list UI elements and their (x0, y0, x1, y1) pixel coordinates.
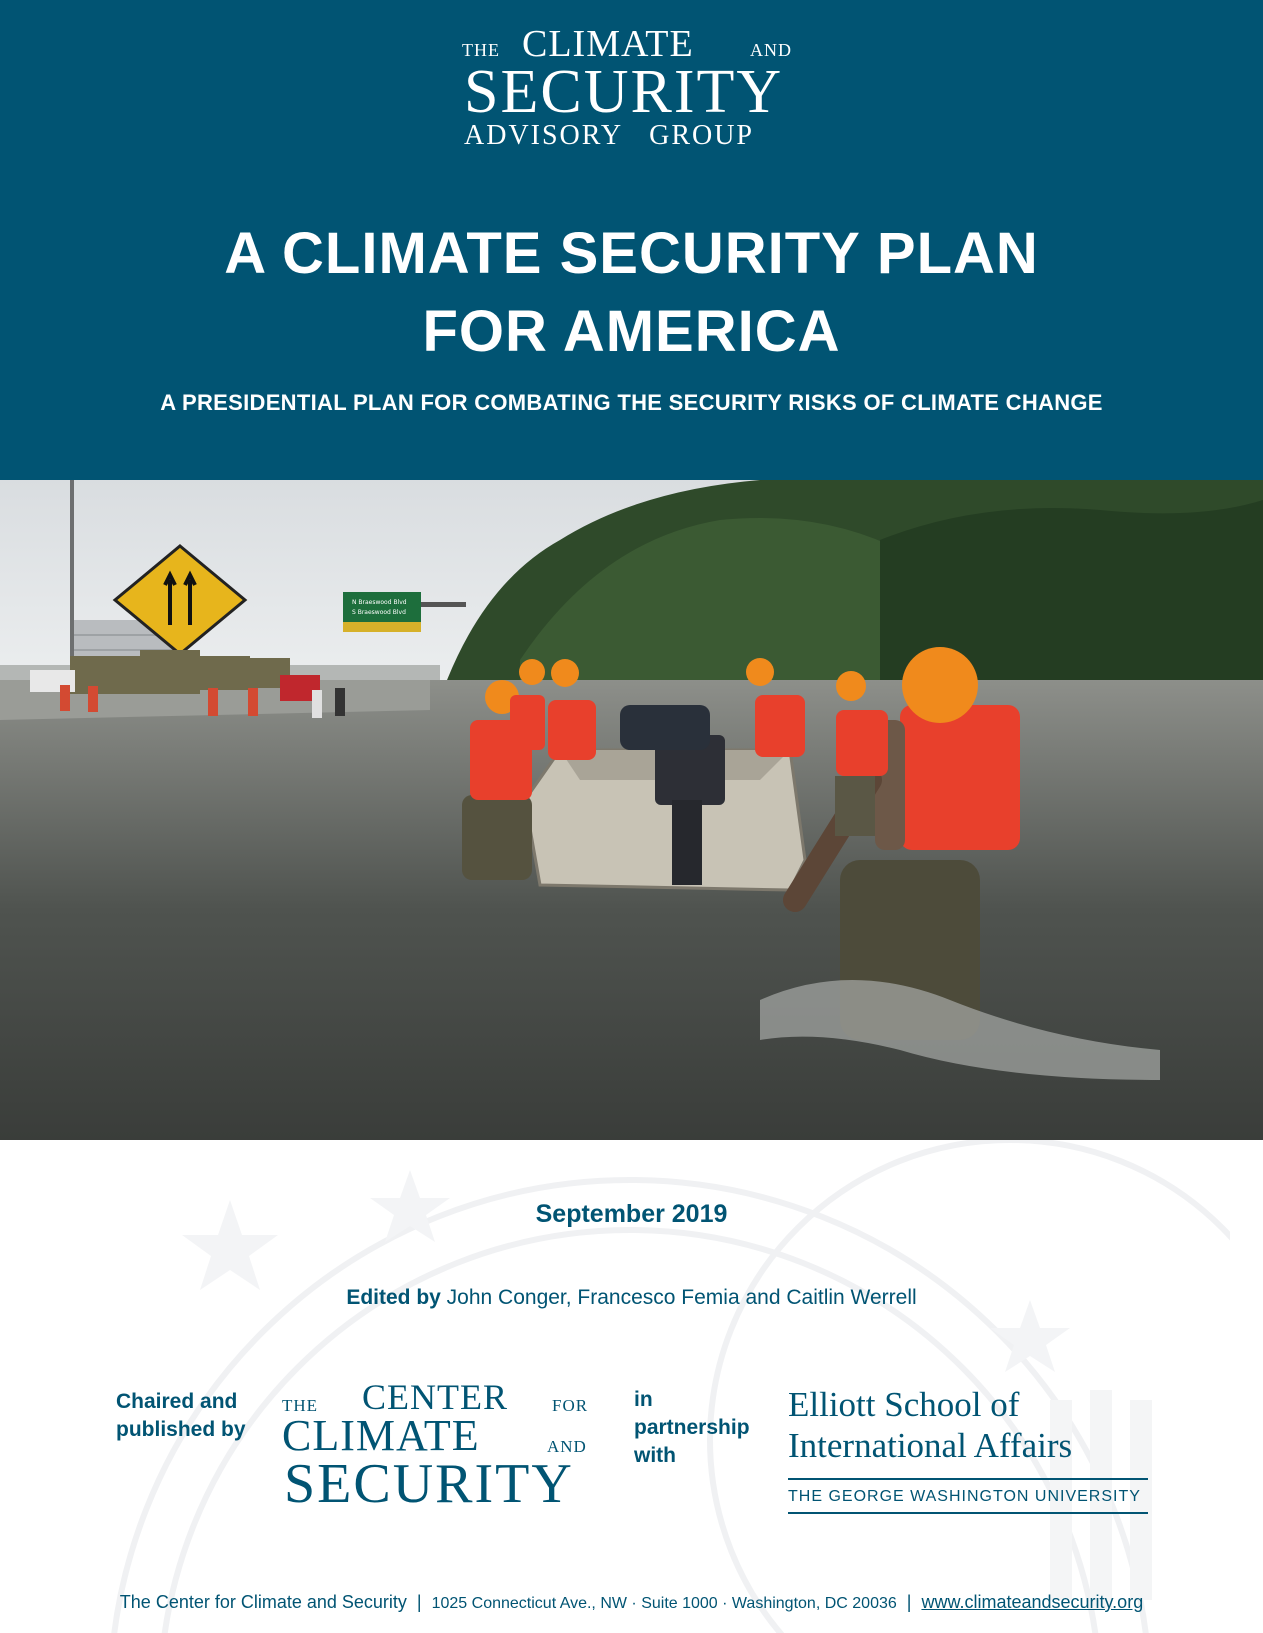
elliott-divider (788, 1478, 1148, 1480)
ccs-the: THE (282, 1396, 319, 1415)
logo-advisory-group: ADVISORY GROUP (464, 120, 755, 151)
partner-line-1: in (634, 1388, 653, 1411)
chaired-line-2: published by (116, 1418, 246, 1441)
footer-separator: | (906, 1592, 912, 1612)
logo-climate: CLIMATE (522, 23, 694, 65)
elliott-line-2: International Affairs (788, 1426, 1073, 1465)
sign-text-1: N Braeswood Blvd (352, 599, 407, 606)
partnership-label (634, 1386, 774, 1470)
ccs-center: CENTER (362, 1377, 508, 1417)
edited-by-label: Edited by (346, 1286, 441, 1309)
document-title (0, 215, 1263, 371)
footer-address: 1025 Connecticut Ave., NW · Suite 1000 · Washington, DC 20036 (431, 1595, 897, 1612)
cover-photo (0, 480, 1263, 1140)
elliott-school-logo (788, 1384, 1148, 1514)
editors-line (0, 1286, 1263, 1310)
elliott-line-1: Elliott School of (788, 1385, 1020, 1424)
gwu-divider (788, 1512, 1148, 1514)
partner-line-2: partnership (634, 1416, 750, 1439)
footer (0, 1592, 1263, 1613)
logo-the: THE (462, 40, 500, 60)
ccs-logo (282, 1377, 602, 1515)
sign-text-2: S Braeswood Blvd (352, 609, 406, 616)
chaired-label (116, 1388, 276, 1444)
editors-names: John Conger, Francesco Femia and Caitlin Werrell (446, 1286, 917, 1309)
logo-and: AND (750, 40, 792, 60)
footer-org: The Center for Climate and Security (119, 1592, 407, 1612)
ccs-and: AND (547, 1437, 587, 1456)
publication-date: September 2019 (535, 1200, 728, 1228)
logo-security: SECURITY (464, 58, 784, 126)
footer-separator: | (416, 1592, 422, 1612)
header-banner (0, 0, 1263, 480)
highway-sign (343, 592, 421, 622)
title-line-2: FOR AMERICA (422, 299, 841, 364)
document-subtitle: A PRESIDENTIAL PLAN FOR COMBATING THE SECURITY RISKS OF CLIMATE CHANGE (160, 390, 1103, 415)
title-line-1: A CLIMATE SECURITY PLAN (224, 221, 1039, 286)
ccs-climate: CLIMATE (282, 1411, 480, 1460)
gwu-name: THE GEORGE WASHINGTON UNIVERSITY (788, 1488, 1141, 1505)
ccs-for: FOR (552, 1396, 589, 1415)
csag-logo (460, 22, 800, 157)
chaired-line-1: Chaired and (116, 1390, 238, 1413)
footer-website-link[interactable]: www.climateandsecurity.org (921, 1592, 1144, 1612)
partner-line-3: with (634, 1444, 676, 1467)
ccs-security: SECURITY (284, 1453, 574, 1515)
